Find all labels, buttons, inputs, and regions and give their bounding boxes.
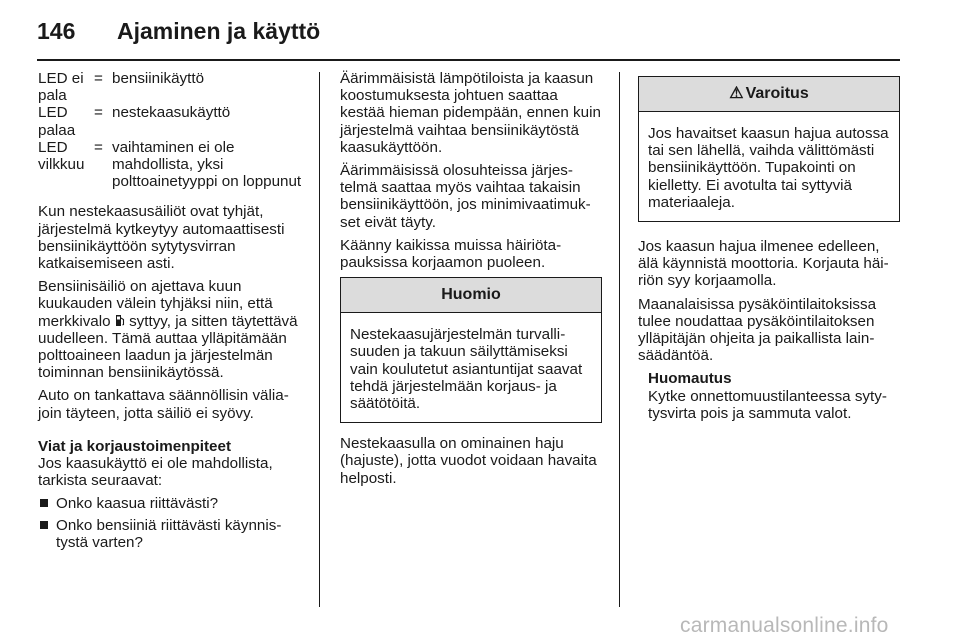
list-item — [38, 517, 306, 551]
square-bullet-icon — [40, 521, 48, 529]
section-intro: Jos kaasukäyttö ei ole mahdollista, tarkista seuraavat: — [38, 455, 273, 490]
led-desc: vaihtaminen ei ole mahdollista, yksi polttoainetyyppi on loppunut — [112, 138, 302, 191]
warning-triangle-icon: ⚠ — [729, 85, 744, 102]
checklist — [38, 495, 306, 551]
paragraph — [38, 278, 306, 381]
led-term: LED palaa — [38, 104, 76, 139]
fuel-pump-icon — [115, 314, 125, 327]
paragraph: Auto on tankattava säännöllisin väliajoin täyteen, jotta säiliö ei syövy. — [38, 387, 289, 422]
paragraph-text: syttyy, ja sitten täytettävä uudelleen. Tämä auttaa ylläpitämään polttoaineen laadun ja järjestelmän toiminnan bensiinikäytössä. — [38, 312, 298, 382]
paragraph: Käänny kaikissa muissa häiriötapauksissa korjaamon puoleen. — [340, 236, 562, 272]
section-heading: Viat ja korjaustoimenpiteet — [38, 437, 231, 455]
led-term: LED ei pala — [38, 70, 84, 105]
list-item-text: Onko kaasua riittävästi? — [56, 495, 219, 513]
header-rule — [37, 59, 900, 61]
notice-box-body: Nestekaasujärjestelmän turvallisuuden ja takuun säilyttämiseksi vain koulutetut asiantuntijat saavat tehdä järjestelmään korjaus- ja säätötöitä. — [350, 326, 583, 413]
led-term: LED vilkkuu — [38, 138, 85, 174]
column-divider-right — [619, 72, 620, 607]
paragraph: Jos kaasun hajua ilmenee edelleen, älä käynnistä moottoria. Korjauta häiriön syy korjaamolla. — [638, 238, 889, 290]
column-divider-left — [319, 72, 320, 607]
paragraph-text: Bensiinisäiliö on ajettava kuun kuukauden välein tyhjäksi niin, että merkkivalo — [38, 278, 273, 330]
square-bullet-icon — [40, 499, 48, 507]
column-3 — [638, 70, 900, 422]
paragraph: Nestekaasulla on ominainen haju (hajuste), jotta vuodot voidaan havaita helposti. — [340, 435, 597, 487]
led-equals: = — [94, 104, 103, 122]
led-status-table — [38, 70, 306, 190]
list-item — [38, 495, 306, 512]
paragraph: Kun nestekaasusäiliöt ovat tyhjät, järjestelmä kytkeytyy automaattisesti bensiinikäyttöön sytytysvirran katkaisemiseen asti. — [38, 203, 285, 273]
notice-box — [340, 277, 602, 423]
column-2 — [340, 70, 602, 493]
page-title: Ajaminen ja käyttö — [117, 18, 321, 44]
warning-box-header — [639, 77, 899, 112]
warning-box-body: Jos havaitset kaasun hajua autossa tai sen lähellä, vaihda välittömästi bensiinikäyttöön. Tupakointi on kielletty. Ei avotulta tai syttyviä materiaaleja. — [648, 125, 889, 211]
page-number: 146 — [37, 18, 76, 44]
led-desc: nestekaasukäyttö — [112, 104, 231, 122]
paragraph: Äärimmäisistä lämpötiloista ja kaasun koostumuksesta johtuen saattaa kestää hieman pidempään, ennen kuin järjestelmä vaihtaa bensiinikäytöstä kaasukäyttöön. — [340, 70, 601, 156]
list-item-text: Onko bensiiniä riittävästi käynnistystä varten? — [56, 516, 282, 551]
note-body: Kytke onnettomuustilanteessa sytytysvirta pois ja sammuta valot. — [648, 387, 887, 422]
notice-box-title: Huomio — [341, 278, 601, 313]
note-title: Huomautus — [648, 370, 732, 388]
warning-box — [638, 76, 900, 222]
led-desc: bensiinikäyttö — [112, 70, 205, 87]
warning-box-title: Varoitus — [745, 85, 809, 102]
led-equals: = — [94, 70, 103, 87]
paragraph: Äärimmäisissä olosuhteissa järjestelmä saattaa myös vaihtaa takaisin bensiinikäyttöön, jos minimivaatimukset eivät täyty. — [340, 162, 591, 231]
led-equals: = — [94, 138, 103, 156]
column-1 — [38, 70, 306, 555]
paragraph: Maanalaisissa pysäköintilaitoksissa tulee noudattaa pysäköintilaitoksen ylläpitäjän ohjeita ja paikallista lainsäädäntöä. — [638, 295, 877, 365]
note-block — [638, 370, 900, 422]
watermark: carmanualsonline.info — [680, 614, 889, 637]
